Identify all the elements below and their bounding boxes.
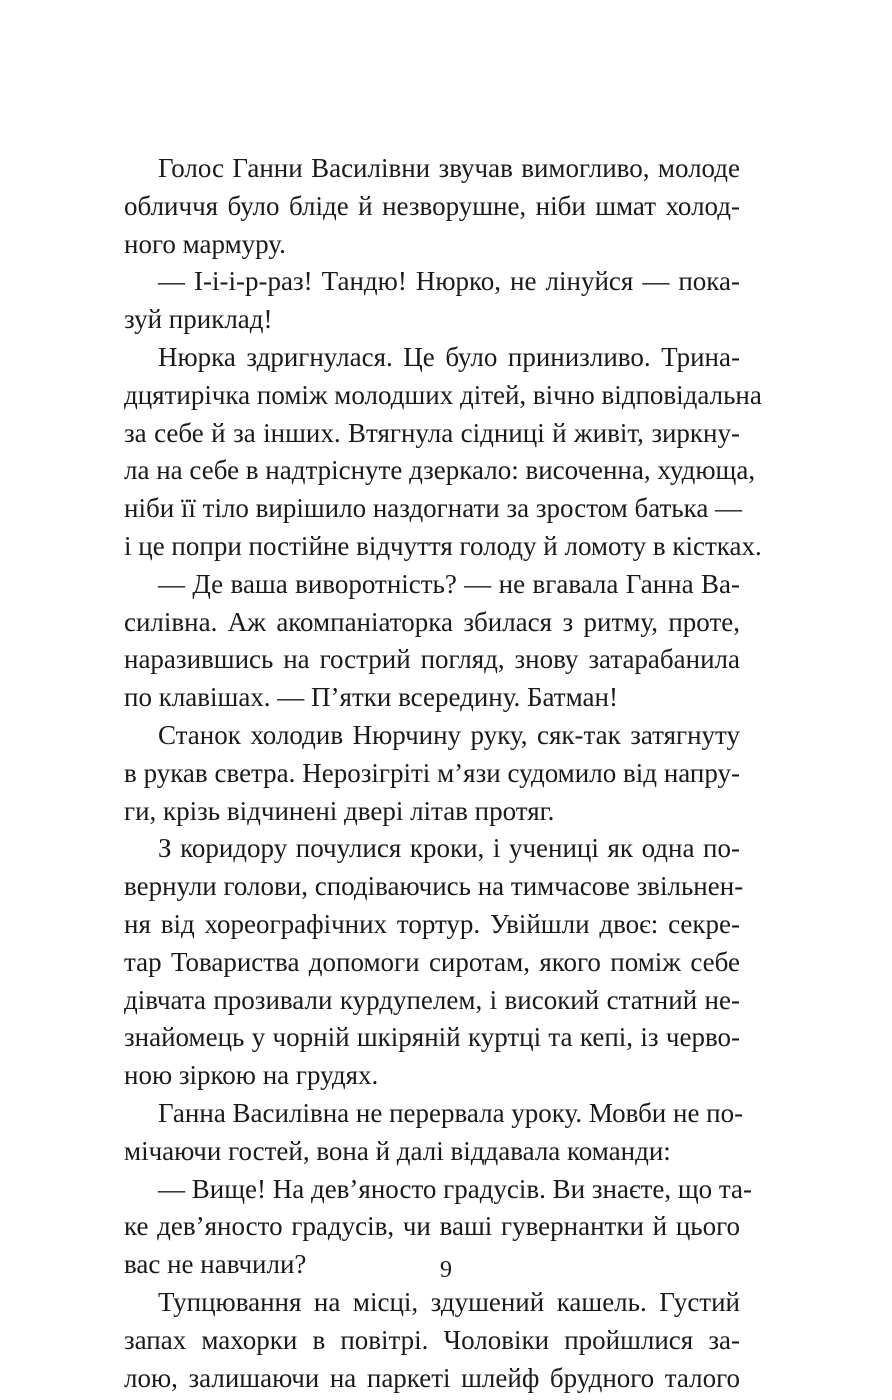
text-line: знайомець у чорній шкіряній куртці та кепі, із черво-: [124, 1022, 740, 1053]
text-line: за себе й за інших. Втягнула сідниці й живіт, зиркну-: [124, 417, 740, 448]
text-line: наразившись на гострий погляд, знову затарабанила: [124, 644, 740, 675]
text-line: Голос Ганни Василівни звучав вимогливо, молоде: [158, 153, 740, 183]
page-number: 9: [440, 1257, 452, 1283]
text-line: обличчя було бліде й незворушне, ніби шмат холод-: [124, 190, 740, 221]
text-line: Нюрка здригнулася. Це було принизливо. Трина-: [158, 341, 740, 372]
text-line: і це попри постійне відчуття голоду й ломоту в кістках.: [124, 530, 762, 561]
text-line: ною зіркою на грудях.: [124, 1060, 379, 1091]
text-line: ніби її тіло вирішило наздогнати за зростом батька —: [124, 493, 743, 524]
text-line: силівна. Аж акомпаніаторка збилася з ритму, проте,: [124, 606, 740, 637]
text-line: в рукав светра. Нерозігріті м’язи судомило від напру-: [124, 757, 740, 788]
text-line: лою, залишаючи на паркеті шлейф брудного талого: [124, 1362, 740, 1393]
text-line: ги, крізь відчинені двері літав протяг.: [124, 795, 555, 826]
text-line: — І-і-і-р-раз! Тандю! Нюрко, не лінуйся — пока-: [158, 266, 740, 297]
text-line: зуй приклад!: [124, 304, 273, 335]
text-line: ке дев’яносто градусів, чи ваші гувернантки й цього: [124, 1211, 740, 1242]
text-line: дцятирічка поміж молодших дітей, вічно відповідальна: [124, 379, 762, 410]
text-line: — Де ваша виворотність? — не вгавала Ганна Ва-: [158, 568, 740, 599]
text-line: вернули голови, сподіваючись на тимчасове звільнен-: [124, 871, 744, 902]
text-line: Тупцювання на місці, здушений кашель. Густий: [158, 1286, 740, 1317]
text-line: дівчата прозивали курдупелем, і високий статний не-: [124, 984, 740, 1015]
text-line: вас не навчили?: [124, 1249, 307, 1280]
text-line: по клавішах. — П’ятки всередину. Батман!: [124, 682, 618, 713]
text-line: З коридору почулися кроки, і учениці як одна по-: [158, 833, 740, 864]
text-line: ла на себе в надтріснуте дзеркало: височенна, худюща,: [124, 455, 756, 486]
text-line: тар Товариства допомоги сиротам, якого поміж себе: [124, 946, 740, 977]
text-line: Ганна Василівна не перервала уроку. Мовби не по-: [158, 1097, 744, 1128]
text-line: запах махорки в повітрі. Чоловіки пройшлися за-: [124, 1324, 740, 1355]
text-line: ного мармуру.: [124, 228, 286, 259]
page-text: [124, 150, 762, 1397]
text-line: Станок холодив Нюрчину руку, сяк-так затягнуту: [158, 719, 740, 750]
text-line: — Вище! На дев’яносто градусів. Ви знаєте, що та-: [158, 1173, 752, 1204]
text-line: ня від хореографічних тортур. Увійшли двоє: секре-: [124, 908, 740, 939]
text-line: мічаючи гостей, вона й далі віддавала команди:: [124, 1135, 671, 1166]
